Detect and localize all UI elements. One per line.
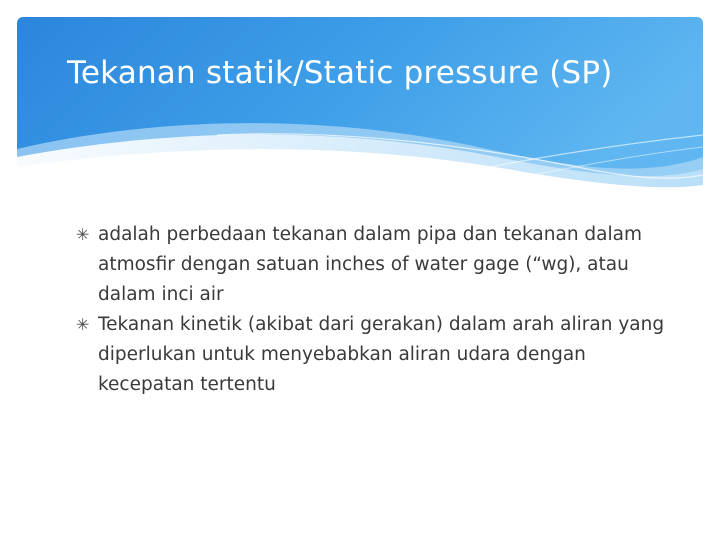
- banner-wave-graphic: [17, 17, 703, 197]
- bullet-text: adalah perbedaan tekanan dalam pipa dan tekanan dalam atmosfir dengan satuan inches of water gage (“wg), atau dalam inci air: [98, 224, 642, 305]
- bullet-item: [72, 220, 672, 310]
- bullet-text: Tekanan kinetik (akibat dari gerakan) dalam arah aliran yang diperlukan untuk menyebabkan aliran udara dengan kecepatan tertentu: [98, 314, 665, 395]
- bullet-item: [72, 310, 672, 400]
- bullet-list: [72, 220, 672, 400]
- title-banner: [17, 17, 703, 197]
- asterisk-bullet-icon: ✳: [76, 315, 90, 334]
- slide-title: Tekanan statik/Static pressure (SP): [67, 55, 613, 91]
- asterisk-bullet-icon: ✳: [76, 225, 90, 244]
